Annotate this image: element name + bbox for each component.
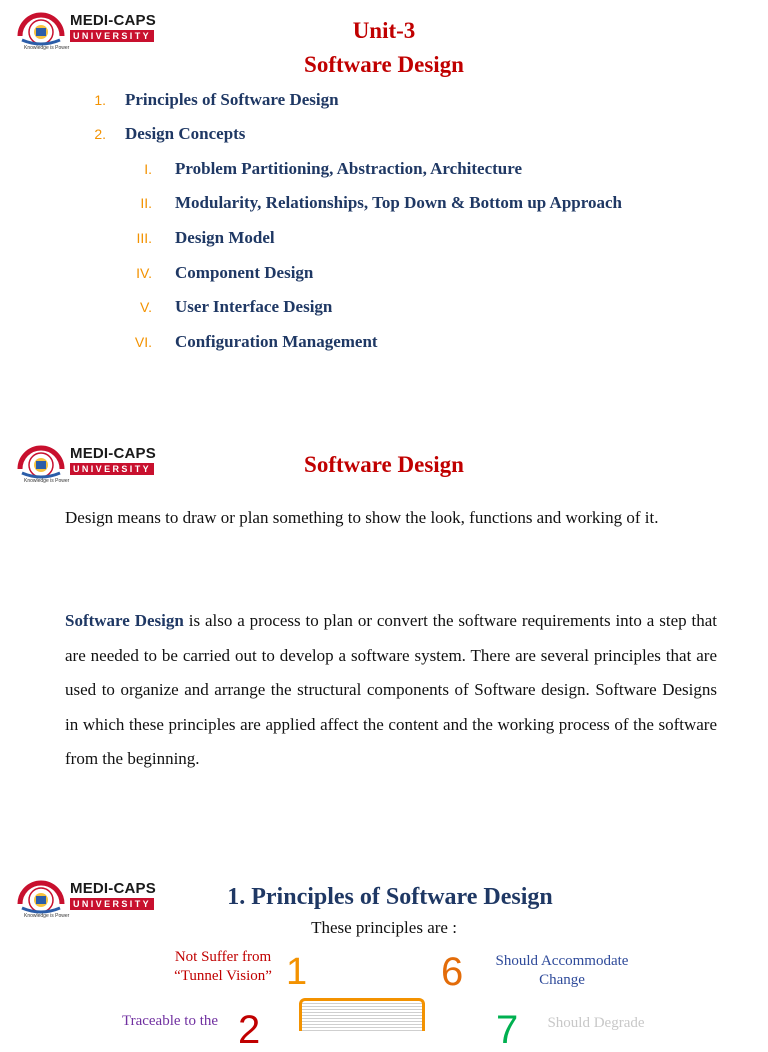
sub-list-text: Configuration Management xyxy=(175,332,378,351)
slide-title: Software Design xyxy=(304,52,464,77)
design-definition-paragraph: Design means to draw or plan something to show the look, functions and working of it. xyxy=(65,508,659,527)
principle-label: Should Degrade xyxy=(547,1015,645,1031)
sub-list-text: User Interface Design xyxy=(175,297,333,316)
principle-number: 2 xyxy=(238,1008,261,1052)
principle-label: Not Suffer from “Tunnel Vision” xyxy=(174,949,272,984)
unit-heading: Unit-3 xyxy=(352,18,416,43)
sub-list-number: I. xyxy=(144,161,152,177)
logo-university: UNIVERSITY xyxy=(70,898,154,910)
sub-list-number: III. xyxy=(136,230,152,246)
logo-tagline: Knowledge is Power xyxy=(24,45,70,51)
slide-subtitle: These principles are : xyxy=(311,918,457,937)
logo-name: MEDI-CAPS xyxy=(70,880,156,897)
sub-list-text: Component Design xyxy=(175,263,314,282)
sub-list-text: Modularity, Relationships, Top Down & Bottom up Approach xyxy=(175,193,622,212)
principle-number: 6 xyxy=(441,950,464,994)
slide-principles xyxy=(0,868,768,1052)
sub-list-text: Design Model xyxy=(175,228,275,247)
logo-university: UNIVERSITY xyxy=(70,463,154,475)
logo-name: MEDI-CAPS xyxy=(70,12,156,29)
software-design-description: is also a process to plan or convert the software requirements into a step that are needed to be carried out to develop a software system. There are several principles that are used to organize and arrange the structural components of Software design. Software Designs in which these principles are applied affect the content and the working process of the software from the beginning. xyxy=(65,611,717,769)
sub-list-number: VI. xyxy=(134,334,152,350)
principle-label: Should Accommodate Change xyxy=(495,953,629,988)
sub-list-number: V. xyxy=(140,299,152,315)
logo-university: UNIVERSITY xyxy=(70,30,154,42)
list-number: 1. xyxy=(94,92,106,108)
sub-list-text: Problem Partitioning, Abstraction, Architecture xyxy=(175,159,523,178)
slide-unit-overview xyxy=(0,0,768,400)
principle-number: 7 xyxy=(496,1008,519,1052)
list-text: Design Concepts xyxy=(125,124,246,143)
sub-list-number: IV. xyxy=(136,265,152,281)
list-number: 2. xyxy=(94,126,106,142)
principle-number: 1 xyxy=(286,951,308,993)
logo-tagline: Knowledge is Power xyxy=(24,478,70,484)
sub-list-number: II. xyxy=(140,195,152,211)
logo-name: MEDI-CAPS xyxy=(70,445,156,462)
list-text: Principles of Software Design xyxy=(125,90,339,109)
logo-tagline: Knowledge is Power xyxy=(24,913,70,919)
slide-title: Software Design xyxy=(304,452,464,477)
principle-label: Traceable to the xyxy=(121,1013,219,1029)
slide-title: 1. Principles of Software Design xyxy=(227,884,553,910)
slide-software-design xyxy=(0,430,768,850)
software-design-term: Software Design xyxy=(65,611,184,630)
software-design-paragraph xyxy=(65,604,717,777)
book-graphic xyxy=(299,998,425,1031)
